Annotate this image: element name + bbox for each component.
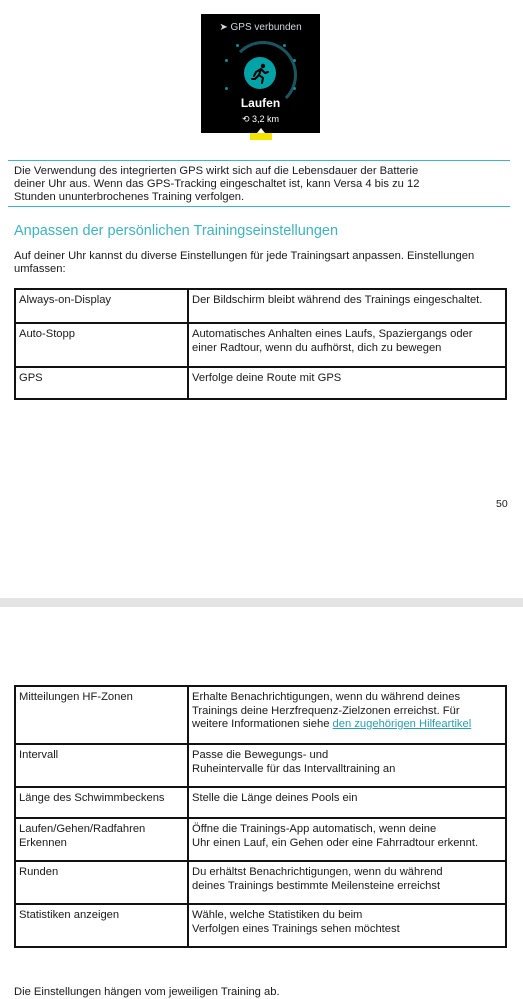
dot xyxy=(236,44,239,47)
settings-table-1 xyxy=(14,288,507,400)
text-line: Verfolgen eines Trainings sehen möchtest xyxy=(192,922,400,935)
dot xyxy=(293,59,296,62)
dot xyxy=(283,44,286,47)
section-intro xyxy=(14,250,509,276)
setting-description: Verfolge deine Route mit GPS xyxy=(188,367,506,399)
divider-top xyxy=(8,160,510,161)
footer-note: Die Einstellungen hängen vom jeweiligen Training ab. xyxy=(14,986,280,998)
text-line: Ruheintervalle für das Intervalltraining an xyxy=(192,762,396,775)
table-row xyxy=(15,686,506,744)
table-row xyxy=(15,904,506,947)
gps-status-text: GPS verbunden xyxy=(230,22,302,33)
setting-description xyxy=(188,904,506,947)
text-line: Erhalte Benachrichtigungen, wenn du während deines xyxy=(192,691,461,703)
dot xyxy=(225,87,228,90)
text-line: Die Verwendung des integrierten GPS wirkt sich auf die Lebensdauer der Batterie xyxy=(14,165,419,177)
text-line: Uhr einen Lauf, ein Gehen oder eine Fahrradtour erkennt. xyxy=(192,836,479,849)
table-row xyxy=(15,818,506,861)
distance-readout xyxy=(201,114,320,125)
table-row xyxy=(15,323,506,367)
help-article-link[interactable]: den zugehörigen Hilfeartikel xyxy=(332,718,472,730)
setting-name: Runden xyxy=(15,861,188,904)
table-row xyxy=(15,367,506,399)
text-line: Stunden ununterbrochenes Training verfolgen. xyxy=(14,191,245,203)
dot xyxy=(225,59,228,62)
setting-name: GPS xyxy=(15,367,188,399)
divider-bottom xyxy=(8,206,510,207)
runner-icon xyxy=(244,57,276,89)
setting-description: Stelle die Länge deines Pools ein xyxy=(188,787,506,818)
text-line: Automatisches Anhalten eines Laufs, Spaziergangs oder xyxy=(192,328,473,340)
table-row xyxy=(15,744,506,787)
navigation-arrow-icon: ➤ xyxy=(219,22,228,33)
setting-name xyxy=(15,818,188,861)
watch-screen-image xyxy=(201,14,320,133)
setting-description xyxy=(188,861,506,904)
intro-paragraph xyxy=(14,165,509,204)
activity-label: Laufen xyxy=(240,96,281,110)
distance-value: 3,2 km xyxy=(252,114,280,124)
gps-status xyxy=(201,22,320,33)
text-line: deiner Uhr aus. Wenn das GPS-Tracking eingeschaltet ist, kann Versa 4 bis zu 12 xyxy=(14,178,420,190)
section-heading: Anpassen der persönlichen Trainingseinstellungen xyxy=(14,223,339,239)
page-number: 50 xyxy=(496,498,508,510)
setting-description xyxy=(188,686,506,744)
text-segment: weitere Informationen siehe xyxy=(192,718,333,730)
dot xyxy=(293,87,296,90)
setting-name: Statistiken anzeigen xyxy=(15,904,188,947)
text-line: Öffne die Trainings-App automatisch, wenn deine xyxy=(192,823,437,835)
page-separator xyxy=(0,598,523,607)
setting-description xyxy=(188,323,506,367)
table-row xyxy=(15,861,506,904)
setting-description: Der Bildschirm bleibt während des Trainings eingeschaltet. xyxy=(188,289,506,323)
setting-name: Auto-Stopp xyxy=(15,323,188,367)
text-line: Du erhältst Benachrichtigungen, wenn du während xyxy=(192,866,443,878)
text-line: Wähle, welche Statistiken du beim xyxy=(192,909,363,921)
text-line: Laufen/Gehen/Radfahren xyxy=(19,823,146,835)
setting-name: Mitteilungen HF-Zonen xyxy=(15,686,188,744)
setting-name: Intervall xyxy=(15,744,188,787)
text-line: umfassen: xyxy=(14,263,66,275)
run-activity-circle xyxy=(244,57,276,89)
setting-description xyxy=(188,818,506,861)
text-line xyxy=(192,718,503,732)
settings-table-2 xyxy=(14,685,507,948)
text-line: deines Trainings bestimmte Meilensteine erreichst xyxy=(192,879,441,892)
setting-description xyxy=(188,744,506,787)
setting-name: Länge des Schwimmbeckens xyxy=(15,787,188,818)
highlight-marker xyxy=(250,133,272,140)
table-row xyxy=(15,289,506,323)
text-line: Trainings deine Herzfrequenz-Zielzonen erreichst. Für xyxy=(192,704,460,717)
table-row xyxy=(15,787,506,818)
text-line: einer Radtour, wenn du aufhörst, dich zu bewegen xyxy=(192,341,442,354)
setting-name: Always-on-Display xyxy=(15,289,188,323)
text-line: Auf deiner Uhr kannst du diverse Einstellungen für jede Trainingsart anpassen. Einstellungen xyxy=(14,250,475,262)
text-line: Erkennen xyxy=(19,836,67,849)
text-line: Passe die Bewegungs- und xyxy=(192,749,329,761)
route-icon: ⟲ xyxy=(241,114,250,124)
